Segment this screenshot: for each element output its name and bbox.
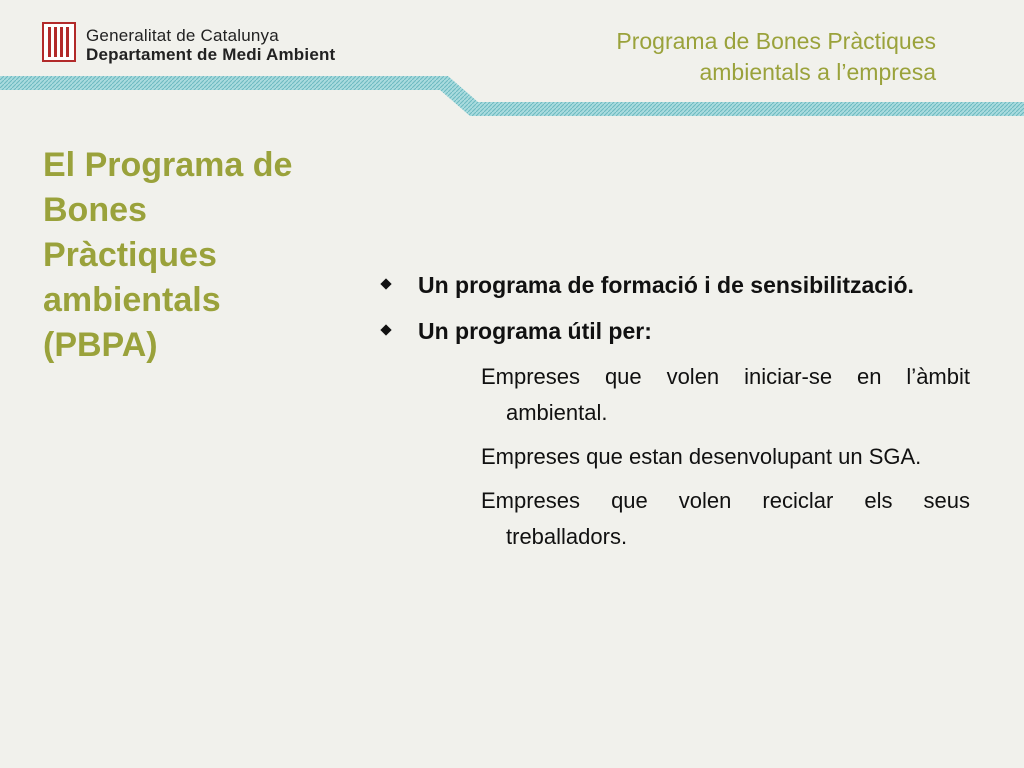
sub-item: Empreses que volen reciclar els seus treballadors. (481, 488, 970, 549)
diamond-bullet-icon (380, 324, 391, 335)
side-title-line-4: ambientals (43, 281, 221, 319)
bullet-text: Un programa de formació i de sensibilització. (418, 272, 914, 298)
catalonia-emblem-icon (42, 22, 76, 62)
decorative-band (0, 76, 1024, 120)
side-title-line-2: Bones (43, 191, 147, 229)
header-title-line-2: ambientals a l’empresa (699, 59, 936, 85)
sub-item: Empreses que estan desenvolupant un SGA. (481, 444, 922, 469)
logo-line-2: Departament de Medi Ambient (86, 45, 336, 64)
generalitat-logo (42, 22, 402, 66)
content-body (380, 265, 970, 563)
sub-item: Empreses que volen iniciar-se en l’àmbit ambiental. (481, 364, 970, 425)
side-title-line-3: Pràctiques (43, 236, 217, 274)
header-title-line-1: Programa de Bones Pràctiques (616, 28, 936, 54)
side-title-line-1: El Programa de (43, 146, 293, 184)
logo-line-1: Generalitat de Catalunya (86, 26, 279, 45)
bullet-item (380, 265, 970, 305)
side-title (43, 143, 353, 368)
bullet-text: Un programa útil per: (418, 318, 652, 344)
diamond-bullet-icon (380, 278, 391, 289)
side-title-line-5: (PBPA) (43, 326, 158, 364)
logo-text (86, 26, 335, 64)
bullet-item (380, 311, 970, 351)
